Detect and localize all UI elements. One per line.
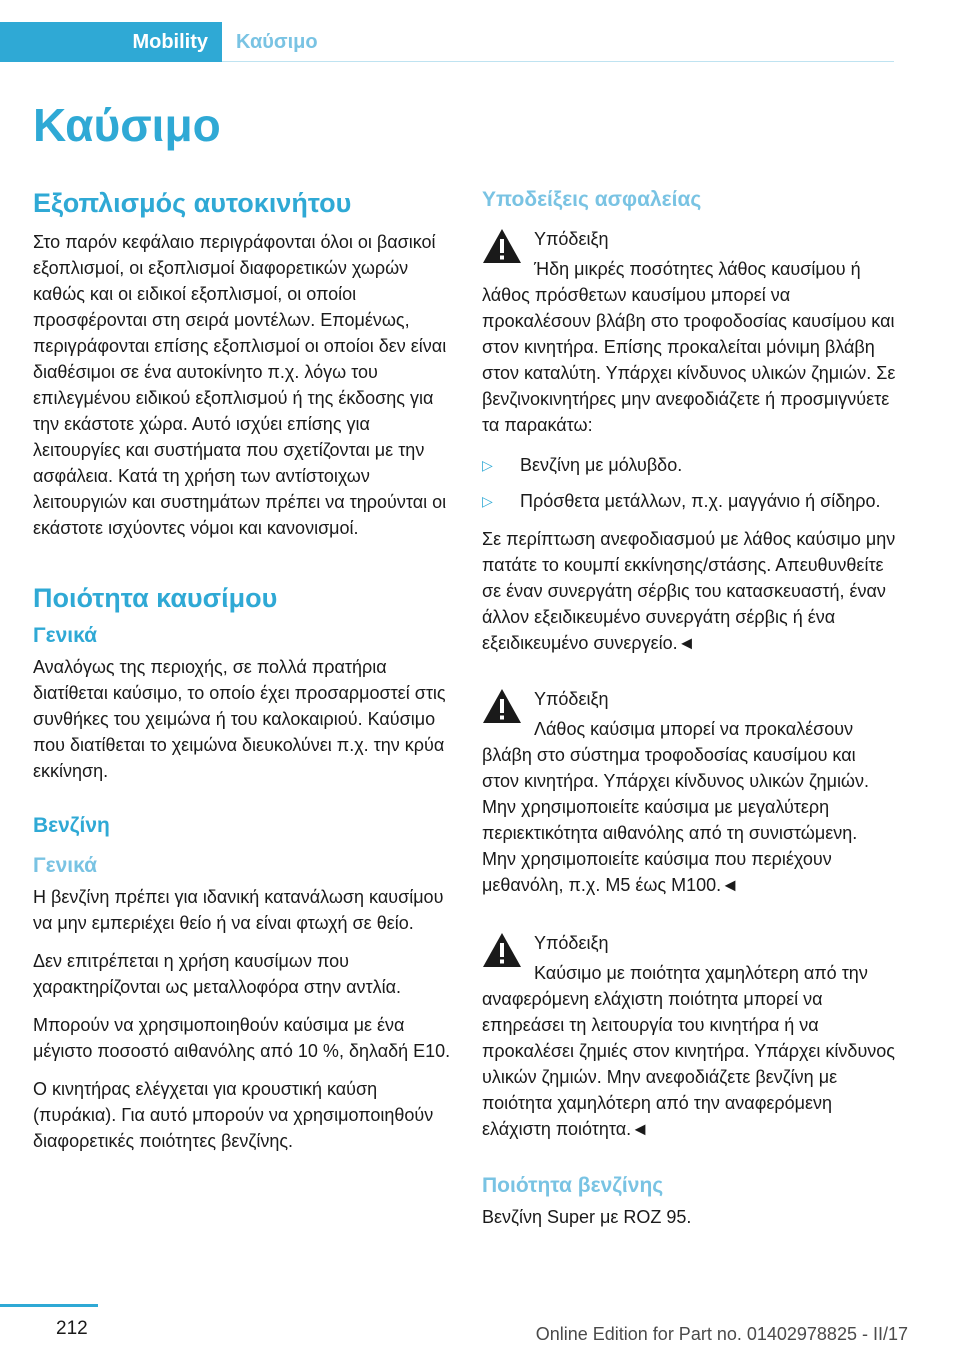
safety-heading: Υποδείξεις ασφαλείας <box>482 188 702 211</box>
header-divider <box>222 61 894 62</box>
chapter-label: Καύσιμο <box>236 31 318 53</box>
petrol-general-heading: Γενικά <box>33 854 98 877</box>
warning-text-3: Καύσιμο με ποιότητα χαμηλότερη από την αναφερόμενη ελάχιστη ποιότητα μπορεί να επηρεάσει τη λειτουργία του κινητήρα ή να προκαλέσει ζημιές στον κινητήρα. Υπάρχει κίνδυνος υλικών ζημιών. Μην ανεφοδιάζετε βενζίνη με ποιότητα χαμηλότερη από την αναφερόμενη ελάχιστη ποιότητα.◄ <box>482 963 895 1139</box>
warning-label: Υπόδειξη <box>534 933 609 953</box>
general-heading: Γενικά <box>33 624 98 647</box>
petrol-paragraph-1: Η βενζίνη πρέπει για ιδανική κατανάλωση καυσίμου να μην εμπεριέχει θείο ή να είναι φτωχή σε θείο. <box>33 887 444 933</box>
warning-icon <box>482 932 522 968</box>
petrol-heading: Βενζίνη <box>33 814 110 837</box>
page-header <box>0 22 900 62</box>
fuel-quality-heading: Ποιότητα καυσίμου <box>33 583 278 613</box>
general-text: Αναλόγως της περιοχής, σε πολλά πρατήρια διατίθεται καύσιμο, το οποίο έχει προσαρμοστεί στις συνθήκες του χειμώνα ή του καλοκαιριού. Καύσιμο που διατίθεται το χειμώνα διευκολύνει π.χ. την κρύα εκκίνηση. <box>33 657 446 781</box>
petrol-paragraph-4: Ο κινητήρας ελέγχεται για κρουστική καύση (πυράκια). Για αυτό μπορούν να χρησιμοποιηθούν διαφορετικές ποιότητες βενζίνης. <box>33 1079 434 1151</box>
bullet-triangle-icon: ▷ <box>482 493 493 509</box>
warning-icon <box>482 228 522 264</box>
equipment-text: Στο παρόν κεφάλαιο περιγράφονται όλοι οι βασικοί εξοπλισμοί, οι εξοπλισμοί διαφορετικών χωρών καθώς και οι ειδικοί εξοπλισμοί, οι οποίοι προσφέρονται στη σειρά μοντέλων. Επομένως, περιγράφονται επίσης εξοπλισμοί οι οποίοι δεν είναι διαθέσιμοι σε ένα αυτοκίνητο π.χ. λόγω του επιλεγμένου ειδικού εξοπλισμού ή της έκδοσης για την εκάστοτε χώρα. Αυτό ισχύει επίσης για λειτουργίες και συστήματα που σχετίζονται με την ασφάλεια. Κατά τη χρήση των αντίστοιχων λειτουργιών και συστημάτων πρέπει να τηρούνται οι εκάστοτε ισχύοντες νόμοι και κανονισμοί. <box>33 232 447 538</box>
petrol-paragraph-3: Μπορούν να χρησιμοποιηθούν καύσιμα με ένα μέγιστο ποσοστό αιθανόλης από 10 %, δηλαδή E10. <box>33 1015 451 1061</box>
list-item: ▷ Πρόσθετα μετάλλων, π.χ. μαγγάνιο ή σίδηρο. <box>482 488 896 514</box>
left-column <box>33 188 453 1166</box>
warning-block-1 <box>482 226 896 438</box>
warning-text-1-continued: Σε περίπτωση ανεφοδιασμού με λάθος καύσιμο μην πατάτε το κουμπί εκκίνησης/στάσης. Απευθυνθείτε σε έναν συνεργάτη σέρβις του κατασκευαστή, έναν άλλον εξειδικευμένο συνεργάτη σέρβις ή ένα εξειδικευμένο συνεργείο.◄ <box>482 529 896 653</box>
bullet-list <box>482 452 896 514</box>
warning-block-3 <box>482 930 896 1142</box>
warning-label: Υπόδειξη <box>534 689 609 709</box>
petrol-quality-text: Βενζίνη Super με ROZ 95. <box>482 1207 692 1227</box>
list-item: ▷ Βενζίνη με μόλυβδο. <box>482 452 896 478</box>
petrol-paragraph-2: Δεν επιτρέπεται η χρήση καυσίμων που χαρακτηρίζονται ως μεταλλοφόρα στην αντλία. <box>33 951 401 997</box>
right-column <box>482 188 896 1242</box>
warning-text-2: Λάθος καύσιμα μπορεί να προκαλέσουν βλάβη στο σύστημα τροφοδοσίας καυσίμου και στον κινητήρα. Υπάρχει κίνδυνος υλικών ζημιών. Μην χρησιμοποιείτε καύσιμα με μεγαλύτερη περιεκτικότητα αιθανόλης από τη συνιστώμενη. Μην χρησιμοποιείτε καύσιμα που περιέχουν μεθανόλη, π.χ. M5 έως M100.◄ <box>482 719 869 895</box>
page-title: Καύσιμο <box>33 99 221 151</box>
bullet-triangle-icon: ▷ <box>482 457 493 473</box>
edition-note: Online Edition for Part no. 01402978825 - II/17 <box>535 1324 908 1344</box>
equipment-heading: Εξοπλισμός αυτοκινήτου <box>33 188 352 218</box>
page-number: 212 <box>56 1318 88 1339</box>
footer-accent-line <box>0 1304 98 1307</box>
warning-icon <box>482 688 522 724</box>
warning-text-1: Ήδη μικρές ποσότητες λάθος καυσίμου ή λάθος πρόσθετων καυσίμου μπορεί να προκαλέσουν βλάβη στο τροφοδοσίας καυσίμου και στον κινητήρα. Επίσης προκαλείται μόνιμη βλάβη στον καταλύτη. Υπάρχει κίνδυνος υλικών ζημιών. Σε βενζινοκινητήρες μην ανεφοδιάζετε ή προσμιγνύετε τα παρακάτω: <box>482 259 896 435</box>
warning-block-2 <box>482 686 896 898</box>
section-tab: Mobility <box>0 22 222 62</box>
petrol-quality-heading: Ποιότητα βενζίνης <box>482 1174 664 1197</box>
warning-label: Υπόδειξη <box>534 229 609 249</box>
